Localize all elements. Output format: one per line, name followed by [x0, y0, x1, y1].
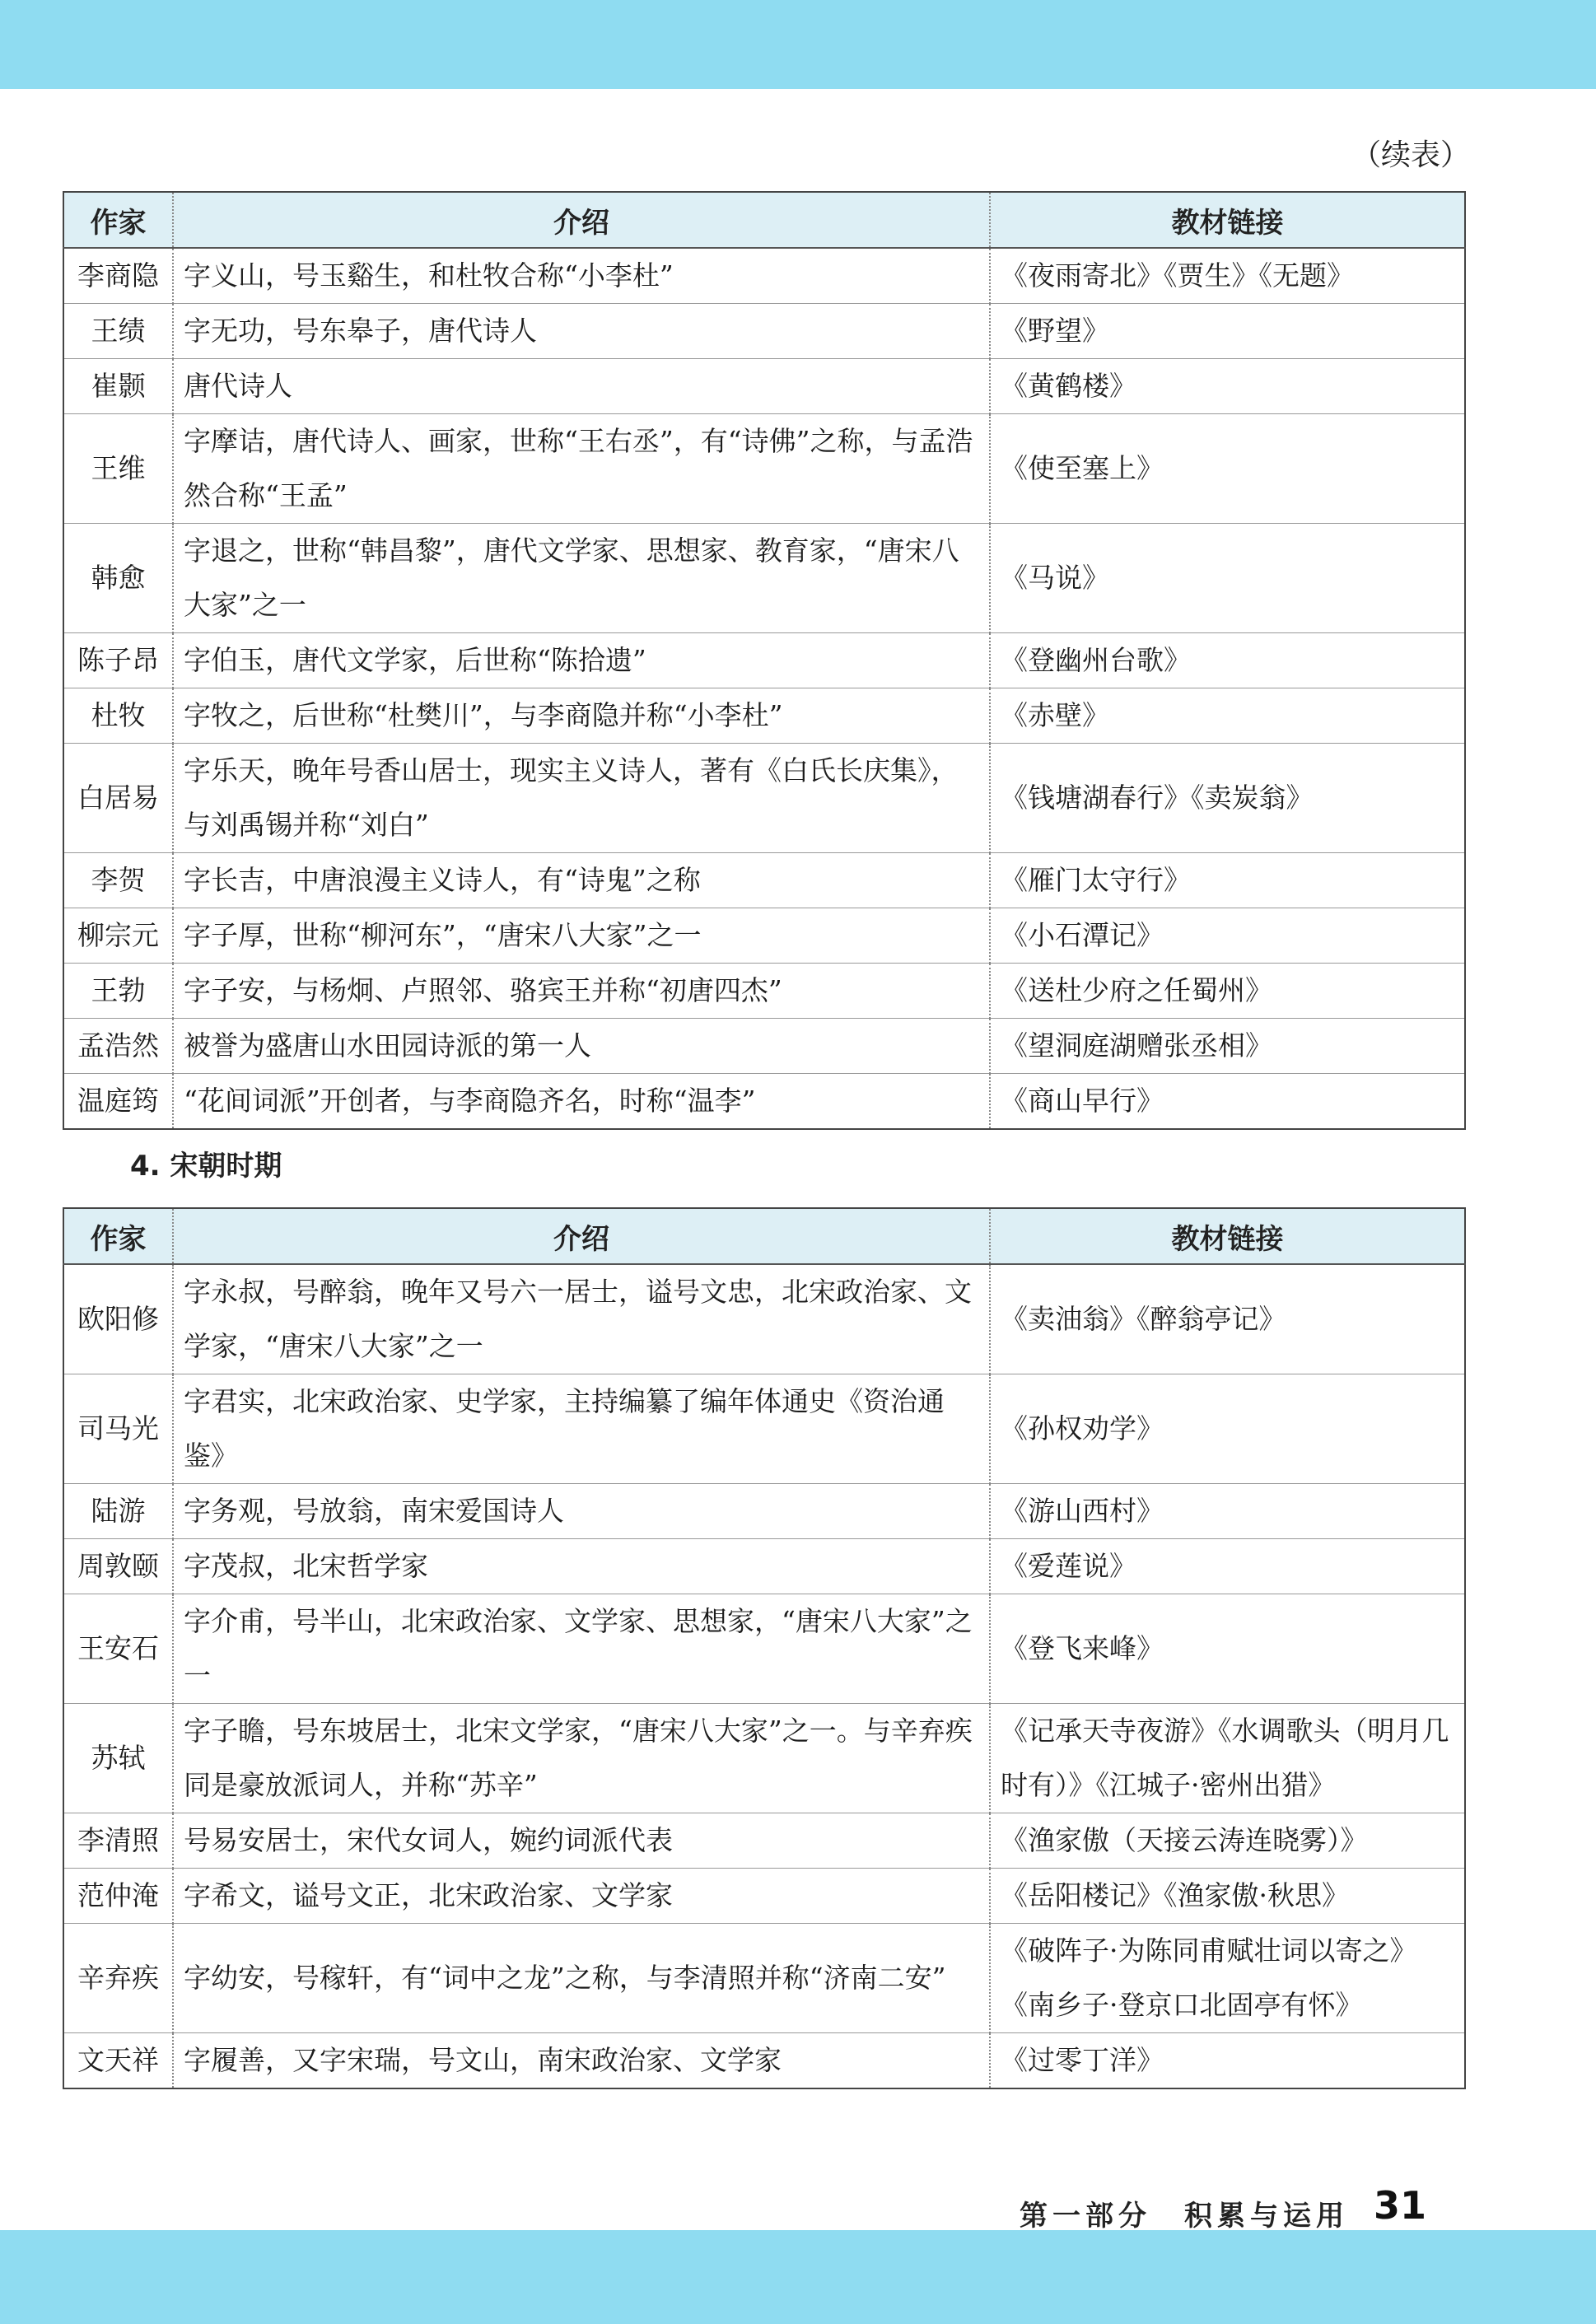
intro-cell: 字子安，与杨炯、卢照邻、骆宾王并称“初唐四杰” [173, 964, 990, 1019]
textbook-link-cell: 《雁门太守行》 [990, 853, 1465, 908]
textbook-link-cell: 《小石潭记》 [990, 908, 1465, 964]
author-cell: 欧阳修 [63, 1264, 173, 1374]
header-link: 教材链接 [990, 1208, 1465, 1264]
intro-cell: 字摩诘，唐代诗人、画家，世称“王右丞”，有“诗佛”之称，与孟浩然合称“王孟” [173, 414, 990, 524]
author-cell: 王勃 [63, 964, 173, 1019]
header-author: 作家 [63, 1208, 173, 1264]
author-cell: 陈子昂 [63, 633, 173, 688]
intro-cell: 字君实，北宋政治家、史学家，主持编纂了编年体通史《资治通鉴》 [173, 1374, 990, 1484]
textbook-link-cell: 《记承天寺夜游》《水调歌头（明月几时有）》《江城子·密州出猎》 [990, 1704, 1465, 1813]
textbook-link-cell: 《黄鹤楼》 [990, 359, 1465, 414]
intro-cell: “花间词派”开创者，与李商隐齐名，时称“温李” [173, 1074, 990, 1130]
author-cell: 李商隐 [63, 248, 173, 304]
intro-cell: 字介甫，号半山，北宋政治家、文学家、思想家，“唐宋八大家”之一 [173, 1594, 990, 1704]
footer-section-label: 第一部分 积累与运用 [1020, 2200, 1349, 2233]
table-row [63, 744, 1465, 853]
table-row [63, 304, 1465, 359]
table-row [63, 414, 1465, 524]
author-cell: 辛弃疾 [63, 1924, 173, 2033]
intro-cell: 字幼安，号稼轩，有“词中之龙”之称，与李清照并称“济南二安” [173, 1924, 990, 2033]
author-cell: 白居易 [63, 744, 173, 853]
textbook-link-cell: 《赤壁》 [990, 688, 1465, 744]
table-row [63, 688, 1465, 744]
textbook-link-cell: 《夜雨寄北》《贾生》《无题》 [990, 248, 1465, 304]
table-row [63, 1264, 1465, 1374]
textbook-link-cell: 《登幽州台歌》 [990, 633, 1465, 688]
table-header-row [63, 1208, 1465, 1264]
textbook-link-cell: 《送杜少府之任蜀州》 [990, 964, 1465, 1019]
song-authors-table [63, 1207, 1466, 2089]
table-header-row [63, 192, 1465, 248]
intro-cell: 字务观，号放翁，南宋爱国诗人 [173, 1484, 990, 1539]
table-row [63, 1869, 1465, 1924]
author-cell: 周敦颐 [63, 1539, 173, 1594]
textbook-link-cell: 《登飞来峰》 [990, 1594, 1465, 1704]
table-row [63, 524, 1465, 633]
table-row [63, 359, 1465, 414]
table-row [63, 2033, 1465, 2089]
intro-cell: 字子厚，世称“柳河东”，“唐宋八大家”之一 [173, 908, 990, 964]
textbook-link-cell: 《孙权劝学》 [990, 1374, 1465, 1484]
header-link: 教材链接 [990, 192, 1465, 248]
table-row [63, 633, 1465, 688]
author-cell: 李清照 [63, 1813, 173, 1869]
intro-cell: 字义山，号玉谿生，和杜牧合称“小李杜” [173, 248, 990, 304]
author-cell: 王绩 [63, 304, 173, 359]
table-row [63, 1539, 1465, 1594]
intro-cell: 唐代诗人 [173, 359, 990, 414]
intro-cell: 被誉为盛唐山水田园诗派的第一人 [173, 1019, 990, 1074]
continued-label: （续表） [1351, 138, 1470, 172]
intro-cell: 字长吉，中唐浪漫主义诗人，有“诗鬼”之称 [173, 853, 990, 908]
intro-cell: 字履善，又字宋瑞，号文山，南宋政治家、文学家 [173, 2033, 990, 2089]
author-cell: 苏轼 [63, 1704, 173, 1813]
table-row [63, 1074, 1465, 1130]
textbook-link-cell: 《使至塞上》 [990, 414, 1465, 524]
table-row [63, 853, 1465, 908]
table-row [63, 964, 1465, 1019]
table-row [63, 248, 1465, 304]
tang-authors-table [63, 191, 1466, 1130]
table-row [63, 1374, 1465, 1484]
intro-cell: 字牧之，后世称“杜樊川”，与李商隐并称“小李杜” [173, 688, 990, 744]
section-title: 4. 宋朝时期 [130, 1150, 282, 1183]
author-cell: 王安石 [63, 1594, 173, 1704]
intro-cell: 字永叔，号醉翁，晚年又号六一居士，谥号文忠，北宋政治家、文学家，“唐宋八大家”之一 [173, 1264, 990, 1374]
top-color-band [0, 0, 1596, 89]
author-cell: 孟浩然 [63, 1019, 173, 1074]
table-row [63, 1924, 1465, 2033]
author-cell: 王维 [63, 414, 173, 524]
author-cell: 陆游 [63, 1484, 173, 1539]
table-row [63, 1019, 1465, 1074]
table-row [63, 1484, 1465, 1539]
intro-cell: 字伯玉，唐代文学家，后世称“陈拾遗” [173, 633, 990, 688]
textbook-link-cell: 《野望》 [990, 304, 1465, 359]
header-intro: 介绍 [173, 1208, 990, 1264]
textbook-link-cell: 《游山西村》 [990, 1484, 1465, 1539]
author-cell: 文天祥 [63, 2033, 173, 2089]
author-cell: 崔颢 [63, 359, 173, 414]
author-cell: 温庭筠 [63, 1074, 173, 1130]
intro-cell: 号易安居士，宋代女词人，婉约词派代表 [173, 1813, 990, 1869]
author-cell: 司马光 [63, 1374, 173, 1484]
author-cell: 范仲淹 [63, 1869, 173, 1924]
author-cell: 柳宗元 [63, 908, 173, 964]
textbook-link-cell: 《岳阳楼记》《渔家傲·秋思》 [990, 1869, 1465, 1924]
intro-cell: 字退之，世称“韩昌黎”，唐代文学家、思想家、教育家，“唐宋八大家”之一 [173, 524, 990, 633]
author-cell: 李贺 [63, 853, 173, 908]
page-number: 31 [1374, 2183, 1427, 2228]
table-row [63, 1594, 1465, 1704]
textbook-link-cell: 《商山早行》 [990, 1074, 1465, 1130]
intro-cell: 字乐天，晚年号香山居士，现实主义诗人，著有《白氏长庆集》，与刘禹锡并称“刘白” [173, 744, 990, 853]
header-intro: 介绍 [173, 192, 990, 248]
textbook-link-cell: 《过零丁洋》 [990, 2033, 1465, 2089]
table-row [63, 1704, 1465, 1813]
intro-cell: 字茂叔，北宋哲学家 [173, 1539, 990, 1594]
textbook-link-cell: 《望洞庭湖赠张丞相》 [990, 1019, 1465, 1074]
bottom-color-band [0, 2230, 1596, 2324]
intro-cell: 字子瞻，号东坡居士，北宋文学家，“唐宋八大家”之一。与辛弃疾同是豪放派词人，并称“苏辛” [173, 1704, 990, 1813]
intro-cell: 字无功，号东皋子，唐代诗人 [173, 304, 990, 359]
table-row [63, 908, 1465, 964]
textbook-link-cell: 《马说》 [990, 524, 1465, 633]
textbook-link-cell: 《破阵子·为陈同甫赋壮词以寄之》《南乡子·登京口北固亭有怀》 [990, 1924, 1465, 2033]
header-author: 作家 [63, 192, 173, 248]
table-row [63, 1813, 1465, 1869]
intro-cell: 字希文，谥号文正，北宋政治家、文学家 [173, 1869, 990, 1924]
author-cell: 杜牧 [63, 688, 173, 744]
textbook-link-cell: 《钱塘湖春行》《卖炭翁》 [990, 744, 1465, 853]
textbook-link-cell: 《卖油翁》《醉翁亭记》 [990, 1264, 1465, 1374]
author-cell: 韩愈 [63, 524, 173, 633]
textbook-link-cell: 《渔家傲（天接云涛连晓雾）》 [990, 1813, 1465, 1869]
textbook-link-cell: 《爱莲说》 [990, 1539, 1465, 1594]
